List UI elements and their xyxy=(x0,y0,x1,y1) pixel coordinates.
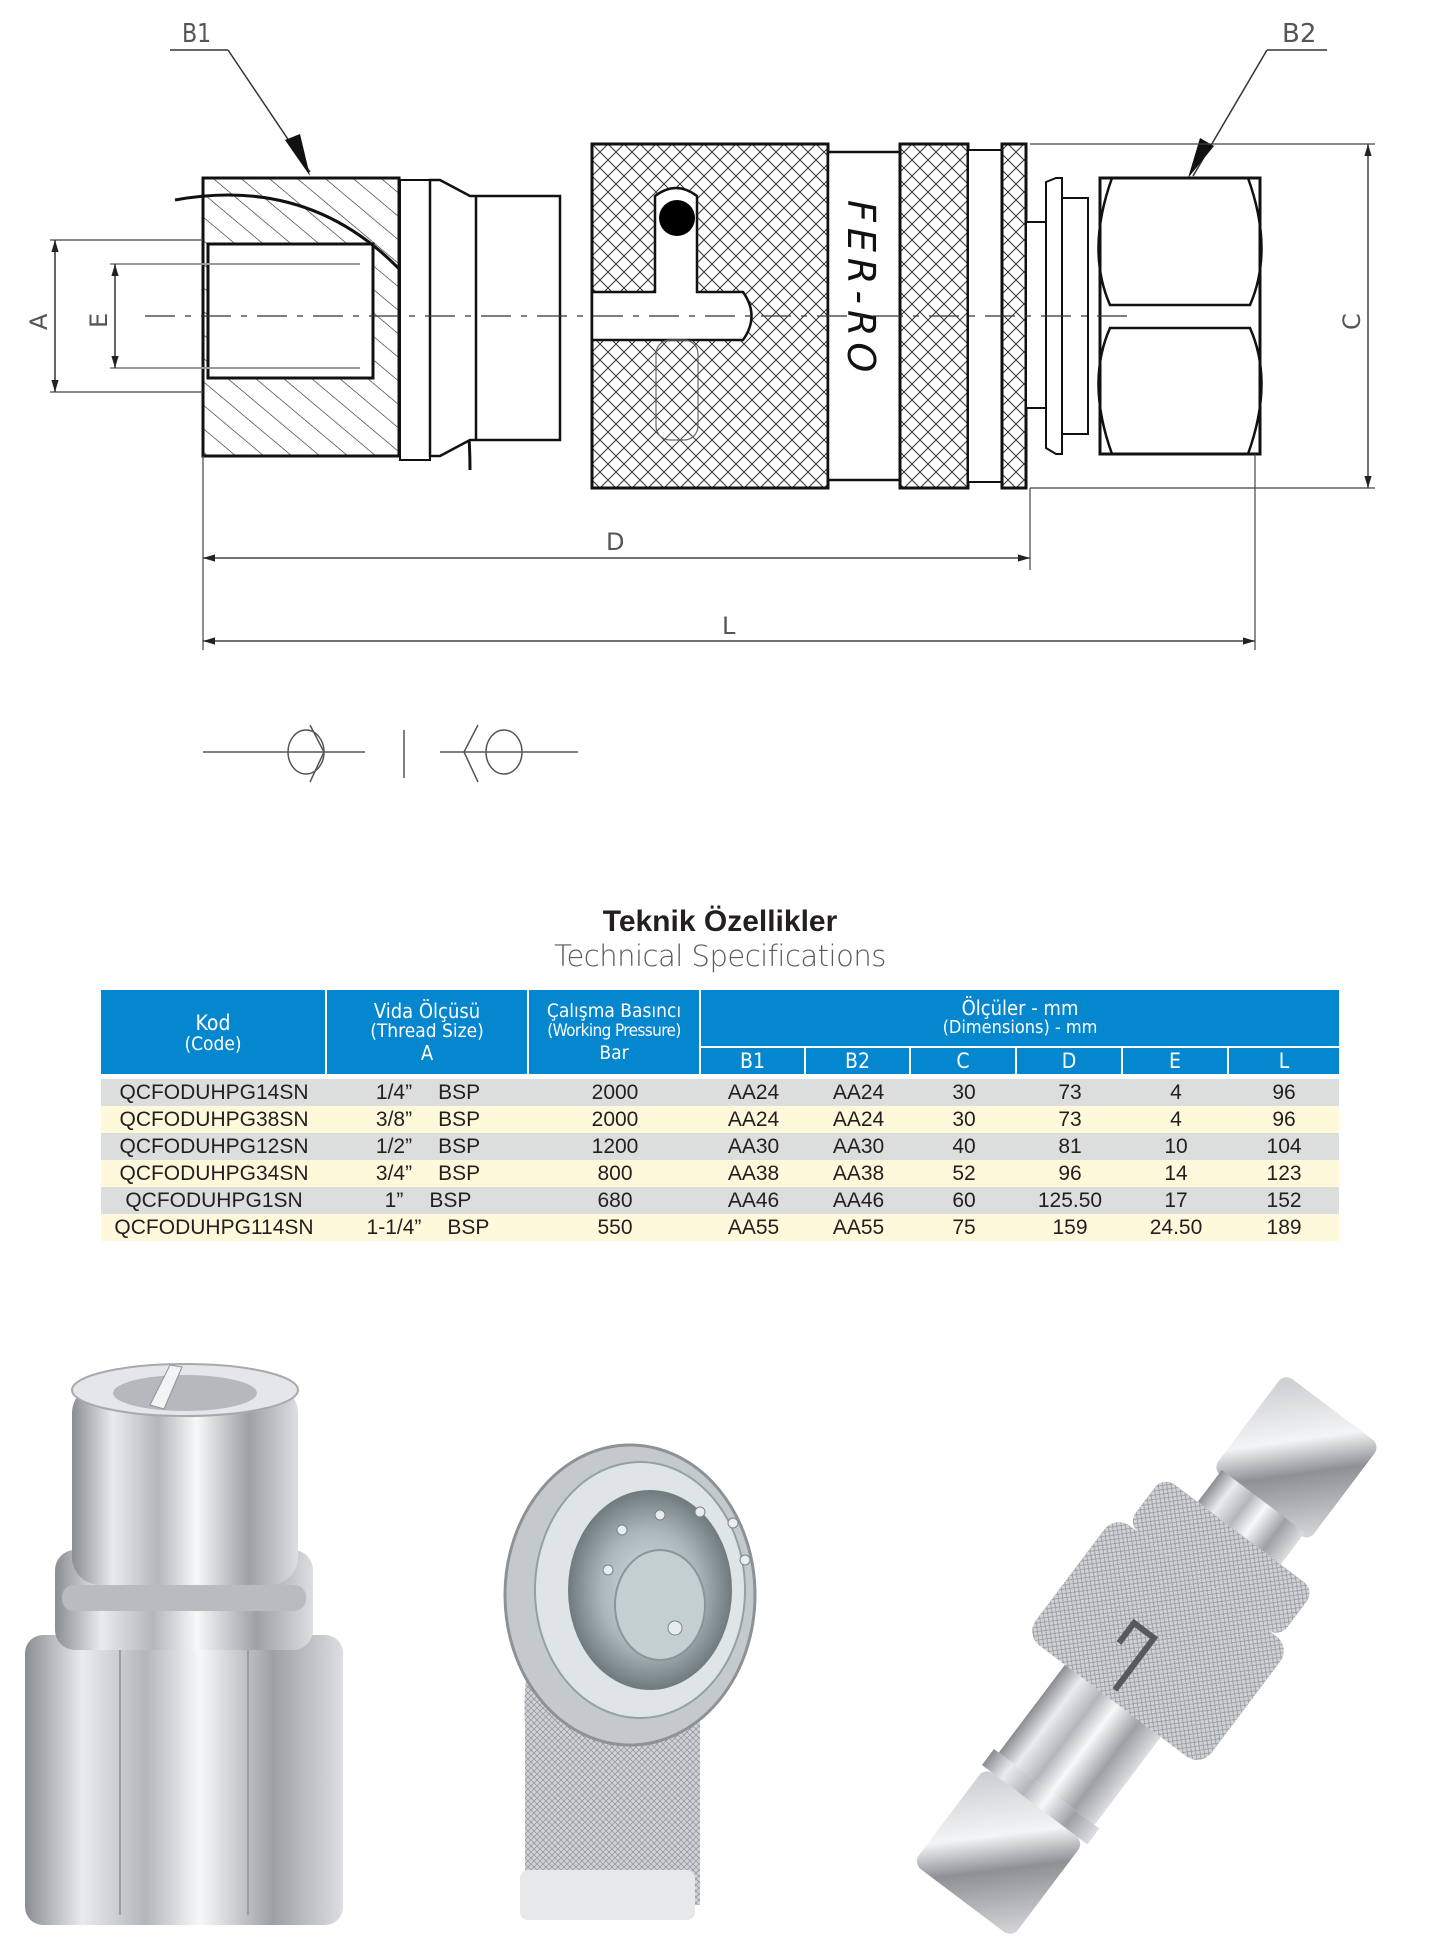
header-d: D xyxy=(1017,1048,1123,1076)
header-dims-en: (Dimensions) - mm xyxy=(942,1017,1098,1038)
cell-e: 10 xyxy=(1123,1133,1229,1160)
cell-c: 60 xyxy=(911,1187,1017,1214)
thread-type-value: BSP xyxy=(438,1081,481,1104)
cell-pressure: 800 xyxy=(529,1160,701,1187)
cell-b1: AA30 xyxy=(701,1133,806,1160)
cell-code: QCFODUHPG14SN xyxy=(101,1079,327,1106)
cell-l: 152 xyxy=(1229,1187,1339,1214)
thread-type-value: BSP xyxy=(429,1189,472,1212)
cell-b1: AA46 xyxy=(701,1187,806,1214)
cell-thread-size xyxy=(327,1214,529,1241)
cell-l: 123 xyxy=(1229,1160,1339,1187)
cell-thread-size xyxy=(327,1187,529,1214)
header-e: E xyxy=(1123,1048,1229,1076)
table-row xyxy=(101,1160,1339,1187)
coupling-symbol-icon xyxy=(203,725,578,782)
photo-male-plug xyxy=(25,1364,343,1925)
brand-label: FER-RO xyxy=(839,200,883,379)
cell-c: 30 xyxy=(911,1079,1017,1106)
cell-pressure: 1200 xyxy=(529,1133,701,1160)
cell-b2: AA30 xyxy=(806,1133,911,1160)
cell-pressure: 550 xyxy=(529,1214,701,1241)
header-code xyxy=(101,990,327,1076)
cell-d: 125.50 xyxy=(1017,1187,1123,1214)
thread-size-value: 1/2” xyxy=(375,1135,413,1158)
c-label: C xyxy=(1338,313,1366,330)
header-dims-tr: Ölçüler - mm xyxy=(961,996,1079,1020)
cell-b1: AA38 xyxy=(701,1160,806,1187)
title-turkish: Teknik Özellikler xyxy=(602,905,838,938)
cell-d: 73 xyxy=(1017,1079,1123,1106)
thread-size-value: 3/4” xyxy=(375,1162,413,1185)
d-label: D xyxy=(606,528,625,556)
cell-thread-size xyxy=(327,1079,529,1106)
cell-pressure: 2000 xyxy=(529,1106,701,1133)
thread-size-value: 1” xyxy=(384,1189,404,1212)
cell-b2: AA24 xyxy=(806,1079,911,1106)
cell-code: QCFODUHPG38SN xyxy=(101,1106,327,1133)
cell-b2: AA38 xyxy=(806,1160,911,1187)
table-row xyxy=(101,1214,1339,1241)
spec-title xyxy=(0,905,1440,973)
cell-e: 24.50 xyxy=(1123,1214,1229,1241)
cell-thread-size xyxy=(327,1106,529,1133)
table-row xyxy=(101,1106,1339,1133)
header-thread-en: (Thread Size) xyxy=(370,1019,484,1042)
header-b1: B1 xyxy=(701,1048,806,1076)
cell-thread-size xyxy=(327,1160,529,1187)
thread-type-value: BSP xyxy=(447,1216,490,1239)
b1-label: B1 xyxy=(182,18,212,49)
spec-table xyxy=(101,990,1339,1241)
header-pressure-en: (Working Pressure) xyxy=(547,1020,681,1041)
table-row xyxy=(101,1079,1339,1106)
cell-l: 96 xyxy=(1229,1079,1339,1106)
photo-assembled-coupling xyxy=(875,1345,1421,1936)
table-row xyxy=(101,1133,1339,1160)
cell-b1: AA55 xyxy=(701,1214,806,1241)
cell-d: 73 xyxy=(1017,1106,1123,1133)
header-c: C xyxy=(911,1048,1017,1076)
b2-leader xyxy=(1188,19,1327,178)
cell-c: 52 xyxy=(911,1160,1017,1187)
title-english: Technical Specifications xyxy=(554,939,886,973)
cell-l: 104 xyxy=(1229,1133,1339,1160)
thread-size-value: 1/4” xyxy=(375,1081,413,1104)
cell-d: 159 xyxy=(1017,1214,1123,1241)
product-photos xyxy=(0,1345,1440,1936)
header-thread xyxy=(327,990,529,1076)
cell-d: 96 xyxy=(1017,1160,1123,1187)
b2-label: B2 xyxy=(1282,19,1317,49)
cell-c: 40 xyxy=(911,1133,1017,1160)
thread-type-value: BSP xyxy=(438,1135,481,1158)
a-label: A xyxy=(25,313,53,330)
b1-leader xyxy=(170,18,310,176)
left-body-section xyxy=(175,178,560,470)
thread-size-value: 1-1/4” xyxy=(366,1216,422,1239)
thread-type-value: BSP xyxy=(438,1162,481,1185)
header-code-tr: Kod xyxy=(195,1010,231,1035)
header-pressure-tr: Çalışma Basıncı xyxy=(546,999,682,1022)
e-label: E xyxy=(85,312,113,328)
cell-e: 4 xyxy=(1123,1079,1229,1106)
cell-pressure: 2000 xyxy=(529,1079,701,1106)
table-row xyxy=(101,1187,1339,1214)
cell-b1: AA24 xyxy=(701,1106,806,1133)
thread-size-value: 3/8” xyxy=(375,1108,413,1131)
cell-b2: AA24 xyxy=(806,1106,911,1133)
cell-b1: AA24 xyxy=(701,1079,806,1106)
technical-drawing xyxy=(0,0,1440,800)
cell-code: QCFODUHPG114SN xyxy=(101,1214,327,1241)
cell-b2: AA55 xyxy=(806,1214,911,1241)
cell-code: QCFODUHPG1SN xyxy=(101,1187,327,1214)
l-label: L xyxy=(722,612,736,640)
photo-female-coupler xyxy=(505,1445,755,1920)
cell-l: 96 xyxy=(1229,1106,1339,1133)
cell-code: QCFODUHPG12SN xyxy=(101,1133,327,1160)
header-pressure xyxy=(529,990,701,1076)
cell-e: 17 xyxy=(1123,1187,1229,1214)
thread-type-value: BSP xyxy=(438,1108,481,1131)
cell-d: 81 xyxy=(1017,1133,1123,1160)
cell-b2: AA46 xyxy=(806,1187,911,1214)
header-thread-unit: A xyxy=(420,1040,434,1065)
cell-e: 4 xyxy=(1123,1106,1229,1133)
header-code-en: (Code) xyxy=(184,1032,242,1055)
spec-table-body xyxy=(101,1076,1339,1241)
cell-c: 30 xyxy=(911,1106,1017,1133)
cell-c: 75 xyxy=(911,1214,1017,1241)
header-dimensions xyxy=(701,990,1339,1048)
header-l: L xyxy=(1229,1048,1339,1076)
header-thread-tr: Vida Ölçüsü xyxy=(373,998,481,1023)
cell-thread-size xyxy=(327,1133,529,1160)
header-b2: B2 xyxy=(806,1048,911,1076)
cell-code: QCFODUHPG34SN xyxy=(101,1160,327,1187)
cell-e: 14 xyxy=(1123,1160,1229,1187)
cell-pressure: 680 xyxy=(529,1187,701,1214)
header-pressure-unit: Bar xyxy=(599,1041,629,1064)
cell-l: 189 xyxy=(1229,1214,1339,1241)
